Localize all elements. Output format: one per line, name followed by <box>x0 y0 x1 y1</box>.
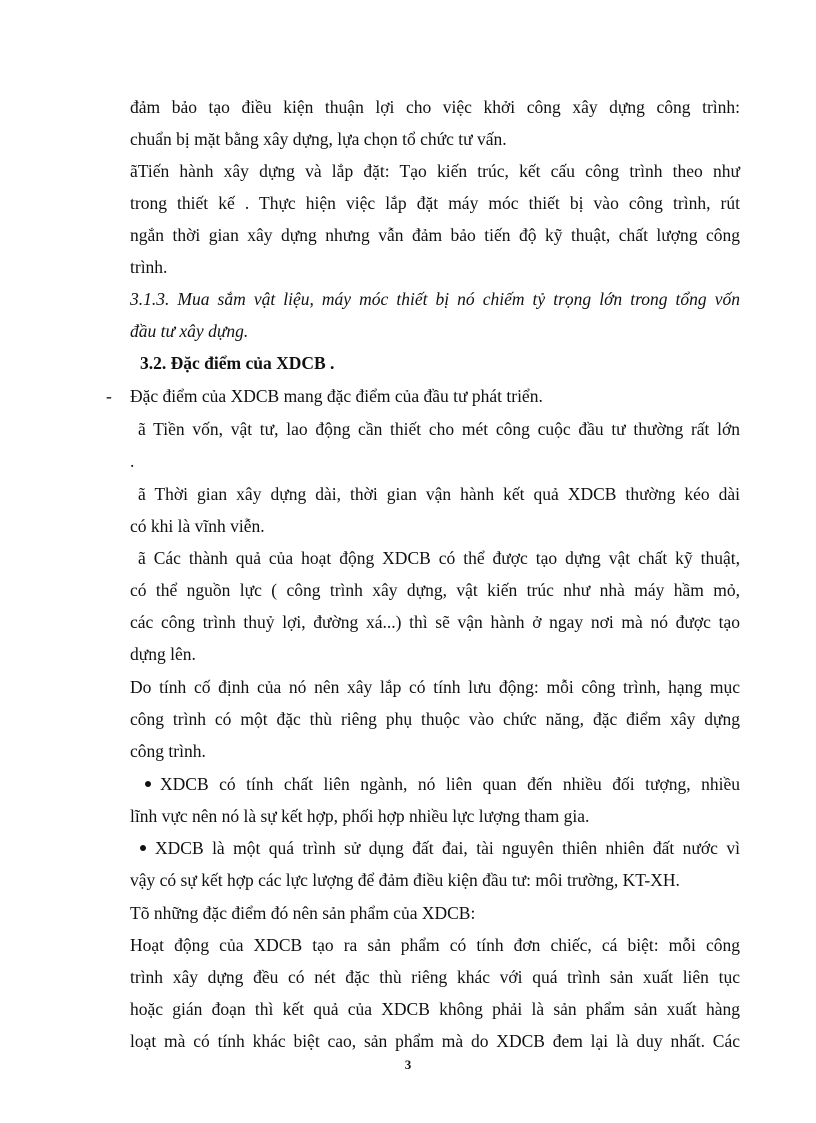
text-line: ngắn thời gian xây dựng nhưng vẫn đảm bảo tiến độ kỹ thuật, chất lượng công <box>130 225 740 245</box>
text-line: Do tính cố định của nó nên xây lắp có tính lưu động: mỗi công trình, hạng mục <box>130 677 740 697</box>
text-line: Tõ những đặc điểm đó nên sản phẩm của XDCB: <box>130 903 476 923</box>
text-line: lĩnh vực nên nó là sự kết hợp, phối hợp nhiều lực lượng tham gia. <box>130 806 590 826</box>
subsection-heading: 3.1.3. Mua sắm vật liệu, máy móc thiết bị nó chiếm tỷ trọng lớn trong tổng vốn <box>130 289 740 309</box>
text-line: ã Tiền vốn, vật tư, lao động cần thiết cho mét công cuộc đầu tư thường rất lớn <box>138 419 740 439</box>
text-line: ã Các thành quả của hoạt động XDCB có thể được tạo dựng vật chất kỹ thuật, <box>138 548 740 568</box>
text-line: công trình có một đặc thù riêng phụ thuộc vào chức năng, đặc điểm xây dựng <box>130 709 740 729</box>
text-line: đảm bảo tạo điều kiện thuận lợi cho việc khởi công xây dựng công trình: <box>130 97 740 117</box>
text-line: Đặc điểm của XDCB mang đặc điểm của đầu tư phát triển. <box>130 386 543 406</box>
text-line: . <box>130 451 135 471</box>
list-dash: - <box>106 386 112 406</box>
bullet-icon <box>145 773 157 795</box>
text-line: Hoạt động của XDCB tạo ra sản phẩm có tính đơn chiếc, cá biệt: mỗi công <box>130 935 740 955</box>
text-line: trình xây dựng đều có nét đặc thù riêng khác với quá trình sản xuất liên tục <box>130 967 740 987</box>
text-line: có khi là vĩnh viễn. <box>130 516 265 536</box>
text-line: ãTiến hành xây dựng và lắp đặt: Tạo kiến trúc, kết cấu công trình theo như <box>130 161 740 181</box>
subsection-heading-cont: đầu tư xây dựng. <box>130 321 249 341</box>
text-line: ã Thời gian xây dựng dài, thời gian vận hành kết quả XDCB thường kéo dài <box>138 484 740 504</box>
bullet-icon <box>140 837 152 859</box>
text-line: công trình. <box>130 741 206 761</box>
text-line: hoặc gián đoạn thì kết quả của XDCB không phải là sản phẩm sản xuất hàng <box>130 999 740 1019</box>
text-line: vậy có sự kết hợp các lực lượng để đảm điều kiện đầu tư: môi trường, KT-XH. <box>130 870 680 890</box>
text-line: trình. <box>130 257 168 277</box>
text-line: chuẩn bị mặt bằng xây dựng, lựa chọn tổ chức tư vấn. <box>130 129 507 149</box>
text-line: dựng lên. <box>130 644 196 664</box>
text-line: các công trình thuỷ lợi, đường xá...) thì sẽ vận hành ở ngay nơi mà nó được tạo <box>130 612 740 632</box>
section-heading: 3.2. Đặc điểm của XDCB . <box>140 353 335 373</box>
bullet-text: XDCB là một quá trình sử dụng đất đai, tài nguyên thiên nhiên đất nước vì <box>155 838 740 858</box>
bullet-text: XDCB có tính chất liên ngành, nó liên quan đến nhiều đối tượng, nhiều <box>160 774 740 794</box>
text-line: loạt mà có tính khác biệt cao, sản phẩm mà do XDCB đem lại là duy nhất. Các <box>130 1031 740 1051</box>
page-number: 3 <box>404 1057 412 1072</box>
text-line: có thể nguồn lực ( công trình xây dựng, vật kiến trúc như nhà máy hầm mỏ, <box>130 580 740 600</box>
text-line: trong thiết kế . Thực hiện việc lắp đặt máy móc thiết bị vào công trình, rút <box>130 193 740 213</box>
